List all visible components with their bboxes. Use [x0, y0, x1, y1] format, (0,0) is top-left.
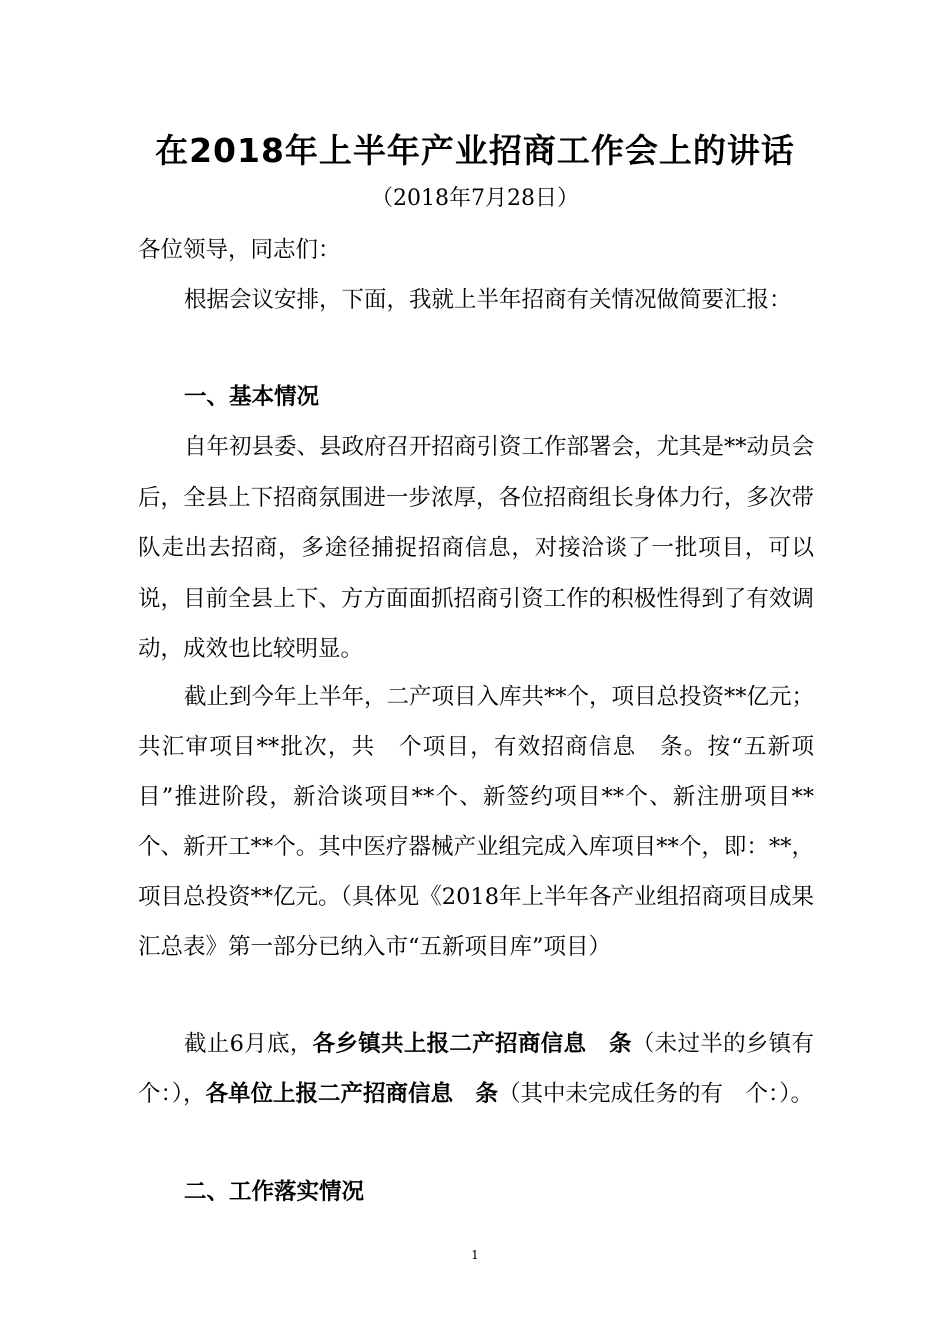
unit-info-count-text: 各单位上报二产招商信息 条 — [205, 1081, 499, 1107]
basic-situation-paragraph-1: 自年初县委、县政府召开招商引资工作部署会，尤其是**动员会后，全县上下招商氛围进一步浓厚，各位招商组长身体力行，多次带队走出去招商，多途径捕捉招商信息，对接洽谈了一批项目，可以说，目前全县上下、方方面面抓招商引资工作的积极性得到了有效调动，成效也比较明显。 — [138, 434, 815, 662]
intro-paragraph: 根据会议安排，下面，我就上半年招商有关情况做简要汇报： — [184, 287, 792, 313]
document-title: 在2018年上半年产业招商工作会上的讲话 — [155, 131, 795, 170]
basic-situation-paragraph-3 — [138, 1019, 837, 1119]
township-info-count-text: 各乡镇共上报二产招商信息 条 — [312, 1031, 632, 1057]
paragraph-text-run: 截止6月底， — [184, 1031, 313, 1057]
section-heading-work-implementation: 二、工作落实情况 — [184, 1179, 365, 1205]
section-heading-basic-situation: 一、基本情况 — [184, 384, 320, 410]
paragraph-text-run: （未过半的乡镇有 个：）， — [138, 1031, 837, 1107]
salutation: 各位领导，同志们： — [138, 237, 341, 263]
paragraph-text-run: （其中未完成任务的有 个：）。 — [498, 1081, 814, 1107]
page-number: 1 — [471, 1248, 479, 1262]
document-date: （2018年7月28日） — [371, 186, 579, 211]
basic-situation-paragraph-2: 截止到今年上半年，二产项目入库共**个，项目总投资**亿元；共汇审项目**批次，共 个项目，有效招商信息 条。按“五新项目”推进阶段，新洽谈项目**个、新签约项目**个、新注册项目**个、新开工**个。其中医疗器械产业组完成入库项目**个，即：**，项目总投资**亿元。（具体见《2018年上半年各产业组招商项目成果汇总表》第一部分已纳入市“五新项目库”项目） — [138, 684, 815, 960]
